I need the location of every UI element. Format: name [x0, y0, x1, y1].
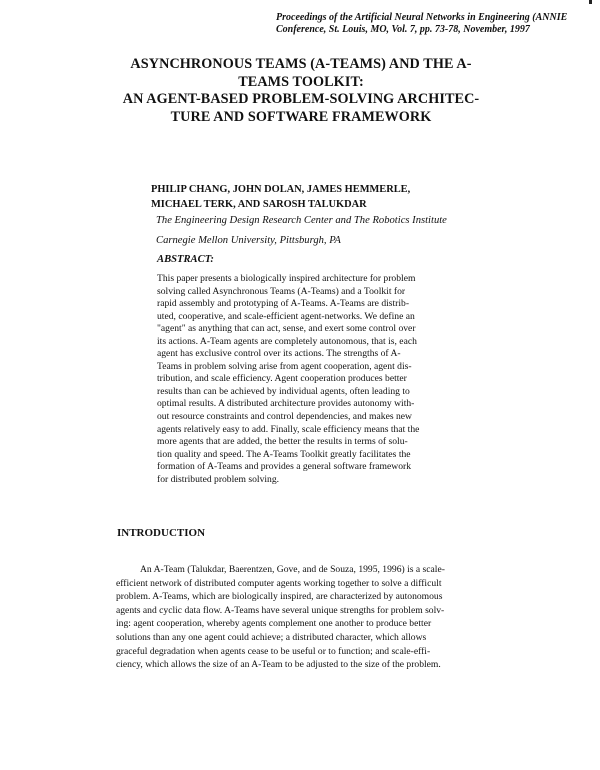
introduction-line: An A-Team (Talukdar, Baerentzen, Gove, and de Souza, 1995, 1996) is a scale-	[140, 564, 445, 575]
abstract-line: agents relatively easy to add. Finally, scale efficiency means that the	[157, 423, 420, 435]
abstract-line: tribution, and scale efficiency. Agent cooperation produces better	[157, 373, 407, 385]
title-line: TEAMS TOOLKIT:	[238, 73, 364, 90]
author-line: MICHAEL TERK, AND SAROSH TALUKDAR	[151, 199, 367, 210]
abstract-line: its actions. A-Team agents are completely autonomous, that is, each	[157, 335, 417, 347]
introduction-line: problem. A-Teams, which are biologically inspired, are characterized by autonomous	[116, 591, 443, 603]
title-line: AN AGENT-BASED PROBLEM-SOLVING ARCHITEC-	[122, 91, 480, 107]
abstract-line: This paper presents a biologically inspired architecture for problem	[157, 273, 416, 284]
paper-title	[92, 56, 510, 126]
proceedings-citation	[276, 12, 594, 36]
introduction-line: ciency, which allows the size of an A-Team to be adjusted to the size of the problem.	[116, 659, 441, 671]
abstract-line: formation of A-Teams and provides a general software framework	[157, 461, 411, 473]
introduction-line: solutions than any one agent could achieve; a distributed character, which allows	[116, 631, 427, 643]
introduction-body	[116, 563, 512, 672]
abstract-line: out resource constraints and control dependencies, and makes new	[157, 411, 412, 423]
author-list	[151, 182, 410, 212]
introduction-heading: INTRODUCTION	[117, 527, 206, 539]
abstract-line: agent has exclusive control over its actions. The strengths of A-	[157, 348, 401, 360]
abstract-line: solving called Asynchronous Teams (A-Teams) and a Toolkit for	[157, 285, 406, 297]
title-line: TURE AND SOFTWARE FRAMEWORK	[170, 108, 432, 125]
corner-mark	[589, 0, 592, 4]
introduction-line: ing: agent cooperation, whereby agents complement one another to produce better	[116, 618, 432, 630]
proceedings-line-1: Proceedings of the Artificial Neural Networks in Engineering (ANNIE	[276, 12, 568, 23]
title-line: ASYNCHRONOUS TEAMS (A-TEAMS) AND THE A-	[130, 56, 472, 72]
abstract-line: "agent" as anything that can act, sense, and exert some control over	[157, 323, 416, 335]
affiliation-institute: The Engineering Design Research Center and The Robotics Institute	[156, 215, 447, 226]
affiliation-university: Carnegie Mellon University, Pittsburgh, PA	[156, 235, 341, 246]
abstract-line: optimal results. A distributed architecture provides autonomy with-	[157, 398, 415, 410]
abstract-line: uted, cooperative, and scale-efficient agent-networks. We define an	[157, 310, 415, 322]
abstract-heading: ABSTRACT:	[157, 254, 214, 265]
introduction-line: agents and cyclic data flow. A-Teams have several unique strengths for problem solv-	[116, 604, 445, 616]
proceedings-line-2: Conference, St. Louis, MO, Vol. 7, pp. 73-78, November, 1997	[276, 24, 530, 35]
abstract-line: more agents that are added, the better the results in terms of solu-	[157, 436, 408, 448]
abstract-line: for distributed problem solving.	[157, 473, 280, 485]
abstract-line: rapid assembly and prototyping of A-Teams. A-Teams are distrib-	[157, 298, 410, 310]
author-line: PHILIP CHANG, JOHN DOLAN, JAMES HEMMERLE,	[151, 184, 411, 195]
abstract-line: Teams in problem solving arise from agent cooperation, agent dis-	[157, 360, 412, 372]
abstract-line: results than can be achieved by individual agents, often leading to	[157, 385, 410, 397]
abstract-body	[157, 273, 487, 486]
abstract-line: tion quality and speed. The A-Teams Toolkit greatly facilitates the	[157, 448, 411, 460]
introduction-line: efficient network of distributed computer agents working together to solve a difficult	[116, 577, 442, 589]
introduction-line: graceful degradation when agents cease to be useful or to function; and scale-effi-	[116, 645, 431, 657]
